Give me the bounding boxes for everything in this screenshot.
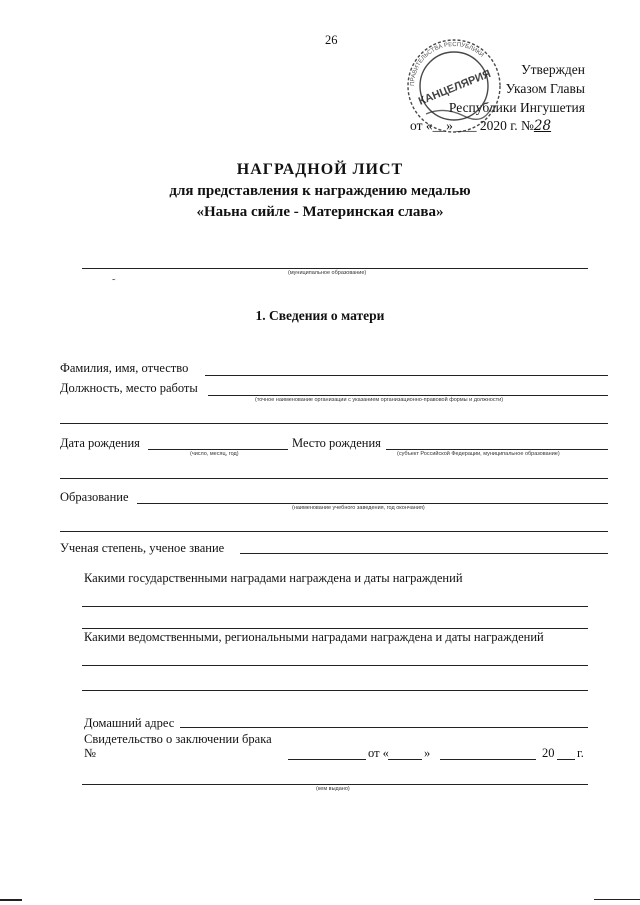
cert-day-field[interactable] — [388, 759, 422, 760]
degree-label: Ученая степень, ученое звание — [60, 541, 225, 555]
number-sign: № — [84, 746, 96, 760]
education-extra-line[interactable] — [60, 531, 608, 532]
svg-text:КАНЦЕЛЯРИЯ: КАНЦЕЛЯРИЯ — [416, 67, 493, 108]
degree-field[interactable] — [240, 553, 608, 554]
scan-edge-mark-right — [594, 899, 640, 900]
full-name-label: Фамилия, имя, отчество — [60, 361, 189, 375]
education-label: Образование — [60, 490, 129, 504]
approval-line-2: Указом Главы — [505, 81, 585, 96]
birth-date-label: Дата рождения — [60, 436, 140, 450]
official-seal-stamp — [404, 36, 504, 136]
dept-awards-line-1[interactable] — [82, 665, 588, 666]
document-subtitle: для представления к награждению медалью — [169, 183, 471, 199]
cert-number-field[interactable] — [288, 759, 366, 760]
stray-mark: ˜ — [112, 278, 116, 289]
marriage-cert-label: Свидетельство о заключении брака — [84, 732, 272, 746]
section-heading: 1. Сведения о матери — [255, 308, 385, 323]
home-address-field[interactable] — [180, 727, 588, 728]
birth-place-field[interactable] — [386, 449, 608, 450]
birth-place-caption: (субъект Российской Федерации, муниципальное образование) — [397, 451, 560, 457]
cert-year-prefix: 20 — [542, 746, 555, 760]
home-address-label: Домашний адрес — [84, 716, 175, 730]
municipality-caption: (муниципальное образование) — [288, 270, 367, 276]
cert-year-field[interactable] — [557, 759, 575, 760]
svg-text:ПРАВИТЕЛЬСТВА РЕСПУБЛИКИ: ПРАВИТЕЛЬСТВА РЕСПУБЛИКИ — [409, 41, 485, 87]
approval-date-text: от «__» ___ 2020 г. № — [410, 118, 534, 133]
document-title: НАГРАДНОЙ ЛИСТ — [236, 161, 404, 178]
dept-awards-line-2[interactable] — [82, 690, 588, 691]
scan-edge-mark-left — [0, 899, 22, 901]
birth-place-extra-line[interactable] — [60, 478, 608, 479]
position-field[interactable] — [208, 395, 608, 396]
dept-awards-label: Какими ведомственными, региональными наградами награждена и даты награждений — [84, 630, 544, 644]
cert-year-suffix: г. — [577, 746, 584, 760]
education-caption: (наименование учебного заведения, год окончания) — [292, 505, 425, 511]
position-label: Должность, место работы — [60, 381, 198, 395]
birth-place-label: Место рождения — [292, 436, 381, 450]
page-number: 26 — [325, 33, 338, 47]
state-awards-line-1[interactable] — [82, 606, 588, 607]
cert-month-field[interactable] — [440, 759, 536, 760]
issued-by-caption: (кем выдано) — [316, 786, 350, 792]
position-field-extra-line[interactable] — [60, 423, 608, 424]
approval-line-1: Утвержден — [521, 62, 585, 77]
cert-quote-close: » — [424, 746, 431, 760]
state-awards-label: Какими государственными наградами награждена и даты награждений — [84, 571, 463, 585]
cert-from-label: от « — [368, 746, 389, 760]
state-awards-line-2[interactable] — [82, 628, 588, 629]
approval-line-3: Республики Ингушетия — [448, 100, 585, 115]
municipality-field-line — [82, 268, 588, 269]
medal-name: «Наьна сийле - Материнская слава» — [196, 204, 444, 220]
position-caption: (точное наименование организации с указанием организационно-правовой формы и должности) — [255, 397, 504, 403]
issued-by-field[interactable] — [82, 784, 588, 785]
full-name-field[interactable] — [205, 375, 608, 376]
birth-date-field[interactable] — [148, 449, 288, 450]
decree-number: 28 — [533, 118, 552, 134]
birth-date-caption: (число, месяц, год) — [190, 451, 239, 457]
education-field[interactable] — [137, 503, 608, 504]
